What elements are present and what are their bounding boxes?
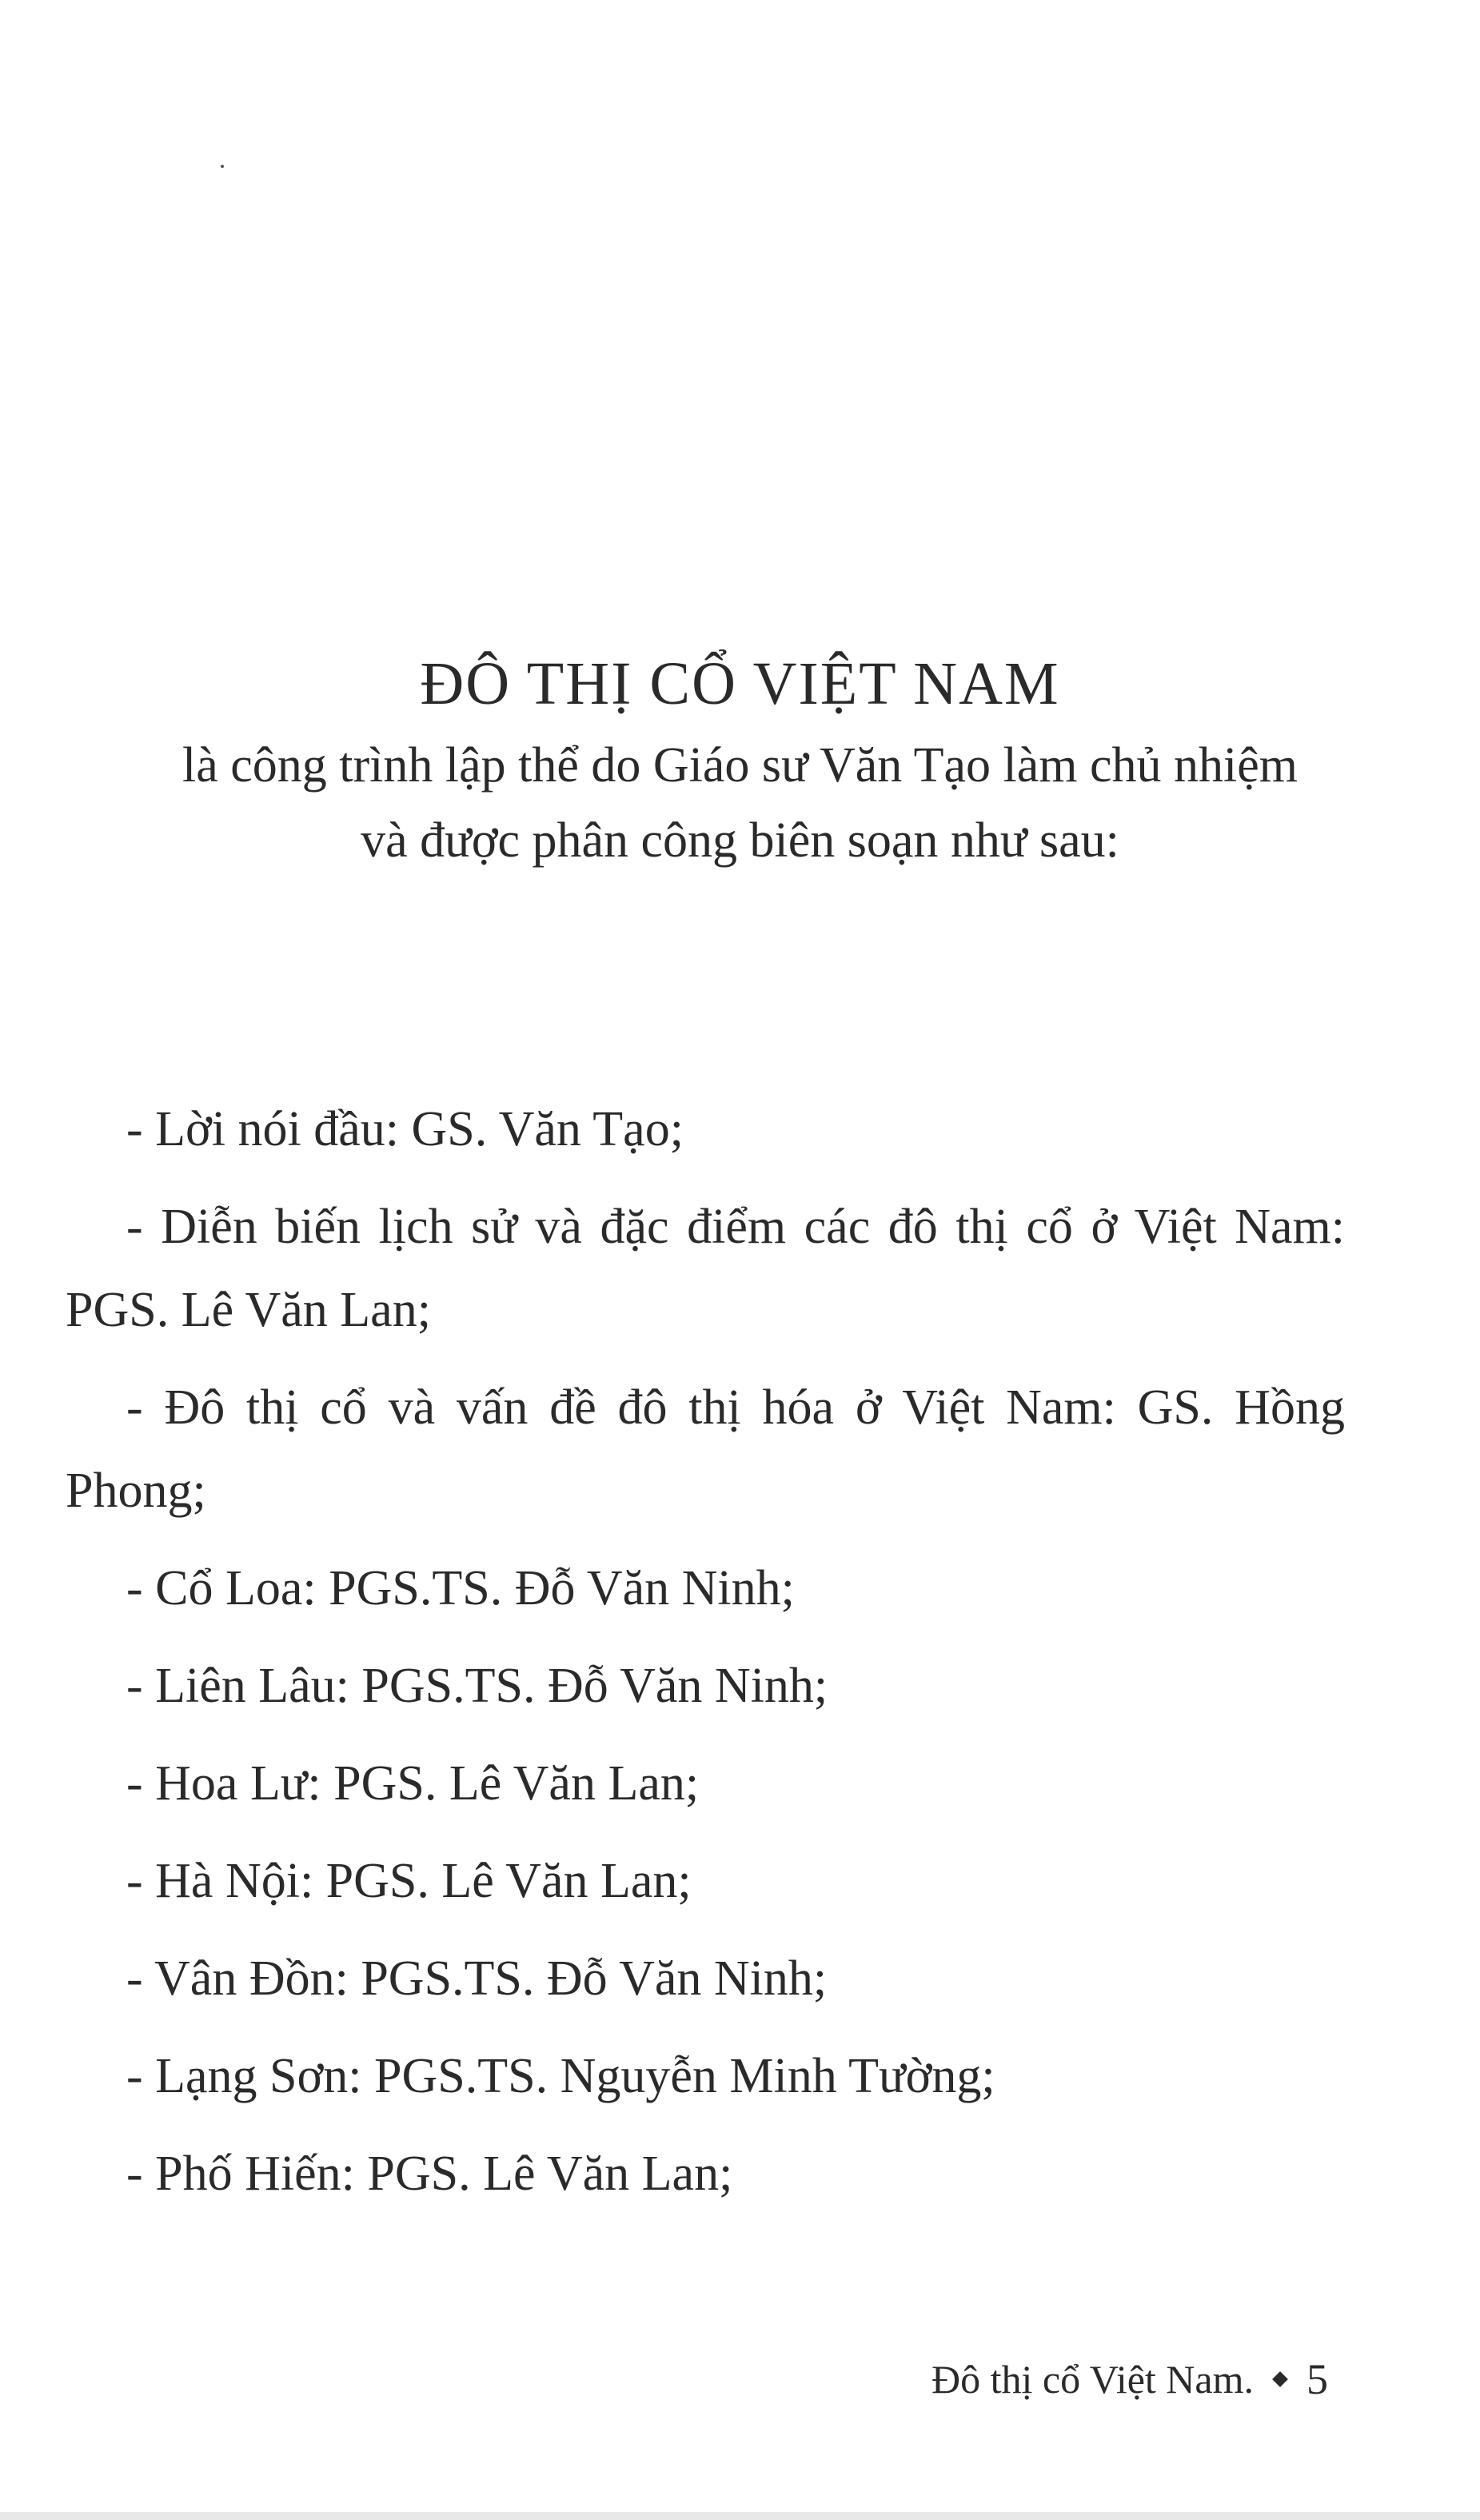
list-item: - Hoa Lư: PGS. Lê Văn Lan;	[126, 1756, 700, 1811]
list-item: - Lạng Sơn: PGS.TS. Nguyễn Minh Tường;	[126, 2049, 995, 2103]
list-item: - Hà Nội: PGS. Lê Văn Lan;	[126, 1854, 692, 1908]
page-footer	[931, 2347, 1328, 2411]
page-number: 5	[1306, 2355, 1328, 2403]
running-title: Đô thị cổ Việt Nam.	[931, 2357, 1254, 2402]
list-item: - Phố Hiến: PGS. Lê Văn Lan;	[126, 2147, 733, 2201]
title-block	[0, 640, 1480, 878]
scan-edge	[0, 2512, 1480, 2520]
list-item: - Lời nói đầu: GS. Văn Tạo;	[126, 1102, 684, 1156]
scan-speck	[221, 165, 224, 168]
list-item: - Vân Đồn: PGS.TS. Đỗ Văn Ninh;	[126, 1951, 828, 2006]
list-item: - Liên Lâu: PGS.TS. Đỗ Văn Ninh;	[126, 1659, 828, 1713]
subtitle-line-2: và được phân công biên soạn như sau:	[361, 813, 1119, 868]
diamond-icon	[1272, 2371, 1288, 2387]
list-item: - Diễn biến lịch sử và đặc điểm các đô thị cổ ở Việt Nam: PGS. Lê Văn Lan;	[66, 1200, 1345, 1337]
list-item: - Cổ Loa: PGS.TS. Đỗ Văn Ninh;	[126, 1561, 795, 1615]
author-list	[66, 1088, 1345, 2230]
list-item: - Đô thị cổ và vấn đề đô thị hóa ở Việt Nam: GS. Hồng Phong;	[66, 1380, 1345, 1518]
subtitle-line-1: là công trình lập thể do Giáo sư Văn Tạo làm chủ nhiệm	[182, 738, 1298, 793]
book-title: ĐÔ THỊ CỔ VIỆT NAM	[420, 650, 1060, 717]
